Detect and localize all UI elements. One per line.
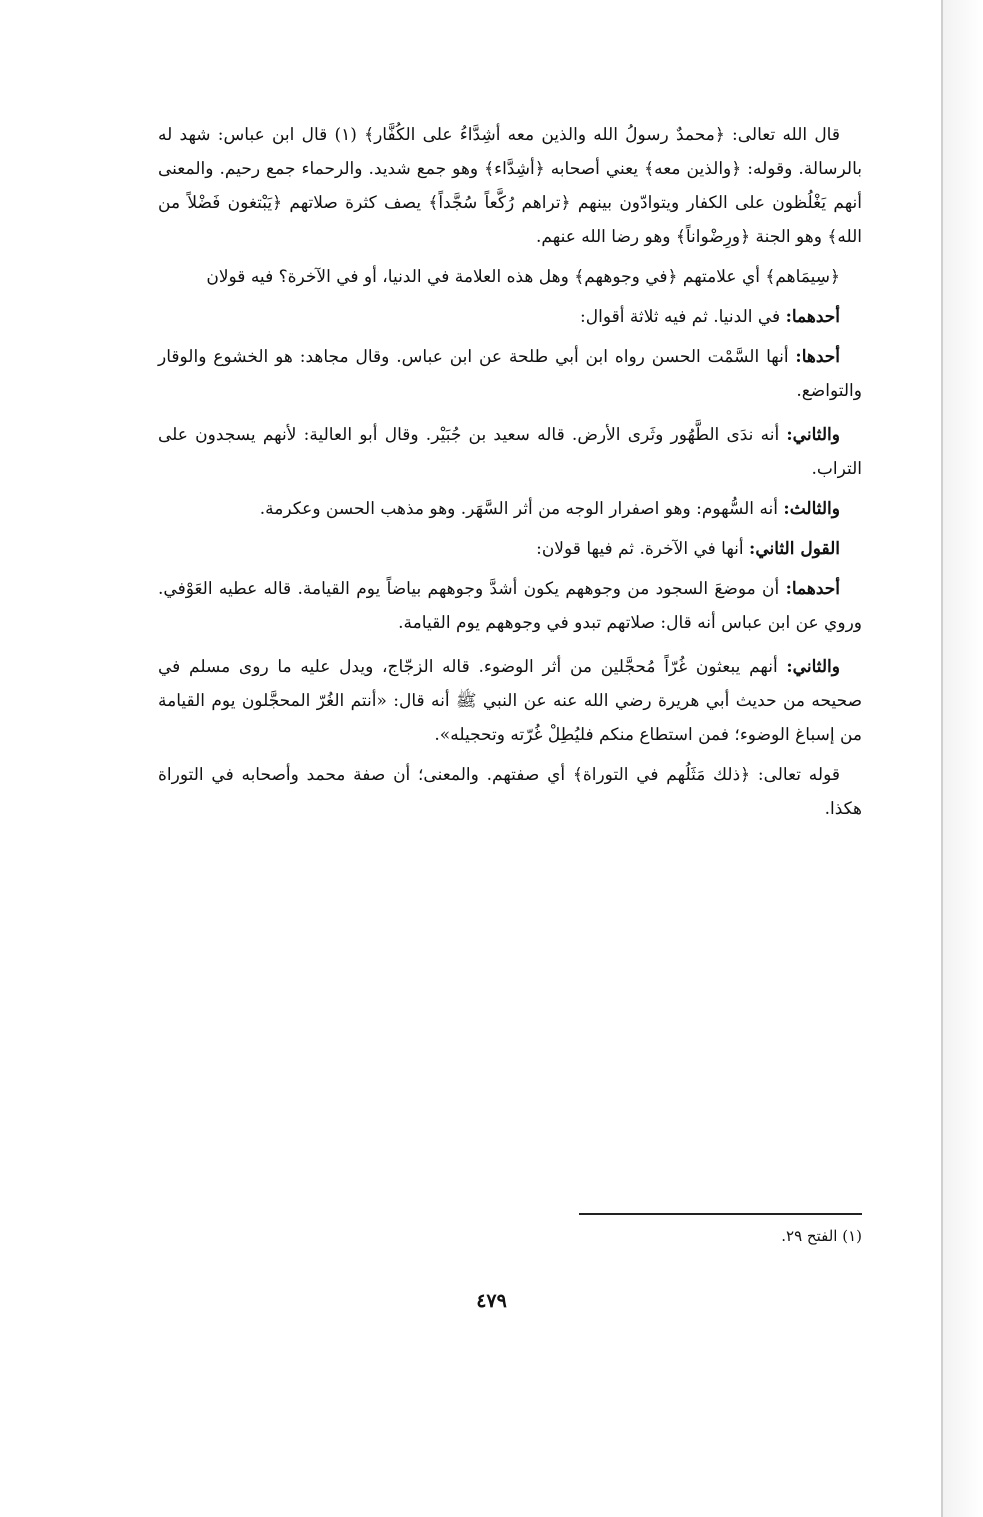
paragraph-text: قوله تعالى: ﴿ذلك مَثَلُهم في التوراة﴾ أي صفتهم. والمعنى؛ أن صفة محمد وأصحابه في التوراة هكذا.: [158, 765, 862, 819]
paragraph-9: [158, 650, 862, 752]
paragraph-7: [158, 532, 862, 566]
paragraph-text: أنه ندَى الطَّهُور وثَرى الأرض. قاله سعيد بن جُبَيْر. وقال أبو العالية: لأنهم يسجدون على التراب.: [158, 425, 862, 479]
paragraph-lead: أحدهما:: [785, 307, 840, 327]
paragraph-10: [158, 758, 862, 826]
footnote: (١) الفتح ٢٩.: [781, 1227, 862, 1245]
page-number: ٤٧٩: [476, 1290, 507, 1312]
paragraph-text: في الدنيا. ثم فيه ثلاثة أقوال:: [580, 307, 786, 327]
paragraph-1: [158, 118, 862, 254]
paragraph-text: أنها في الآخرة. ثم فيها قولان:: [536, 539, 750, 559]
paragraph-5: [158, 418, 862, 486]
paragraph-lead: والثاني:: [786, 425, 840, 445]
paragraph-lead: والثاني:: [786, 657, 840, 677]
paragraph-lead: أحدهما:: [785, 579, 840, 599]
paragraph-text: ﴿سِيمَاهم﴾ أي علامتهم ﴿في وجوههم﴾ وهل هذه العلامة في الدنيا، أو في الآخرة؟ فيه قولان: [206, 267, 840, 287]
main-text-block: [158, 118, 862, 832]
paragraph-8: [158, 572, 862, 640]
paragraph-3: [158, 300, 862, 334]
paragraph-lead: القول الثاني:: [749, 539, 840, 559]
paragraph-6: [158, 492, 862, 526]
paragraph-text: قال الله تعالى: ﴿محمدٌ رسولُ الله والذين معه أشِدَّاءُ على الكُفَّار﴾ (١) قال ابن عباس: شهد له بالرسالة. وقوله: ﴿والذين معه﴾ يعني أصحابه ﴿أشِدَّاء﴾ وهو جمع شديد. والرحماء جمع رحيم. والمعنى أنهم يَغْلُظون على الكفار ويتوادّون بينهم ﴿تراهم رُكَّعاً سُجَّداً﴾ يصف كثرة صلاتهم ﴿يَبْتغون فَضْلاً من الله﴾ وهو الجنة ﴿ورِضْواناً﴾ وهو رضا الله عنهم.: [158, 125, 862, 247]
footnote-divider: [579, 1213, 862, 1215]
paragraph-text: أن موضعَ السجود من وجوههم يكون أشدَّ وجوههم بياضاً يوم القيامة. قاله عطيه العَوْفي. وروي عن ابن عباس أنه قال: صلاتهم تبدو في وجوههم يوم القيامة.: [158, 579, 862, 633]
paragraph-lead: والثالث:: [783, 499, 840, 519]
paragraph-text: أنها السَّمْت الحسن رواه ابن أبي طلحة عن ابن عباس. وقال مجاهد: هو الخشوع والوقار والتواضع.: [158, 347, 862, 401]
paragraph-text: أنه السُّهوم: وهو اصفرار الوجه من أثر السَّهَر. وهو مذهب الحسن وعكرمة.: [259, 499, 784, 519]
paragraph-text: أنهم يبعثون غُرّاً مُحجَّلين من أثر الوضوء. قاله الزجّاج، ويدل عليه ما روى مسلم في صحيحه من حديث أبي هريرة رضي الله عنه عن النبي ﷺ أنه قال: «أنتم الغُرّ المحجَّلون يوم القيامة من إسباغ الوضوء؛ فمن استطاع منكم فليُطِلْ غُرّته وتحجيله».: [158, 657, 862, 745]
paragraph-2: [158, 260, 862, 294]
paragraph-lead: أحدها:: [795, 347, 840, 367]
paragraph-4: [158, 340, 862, 408]
